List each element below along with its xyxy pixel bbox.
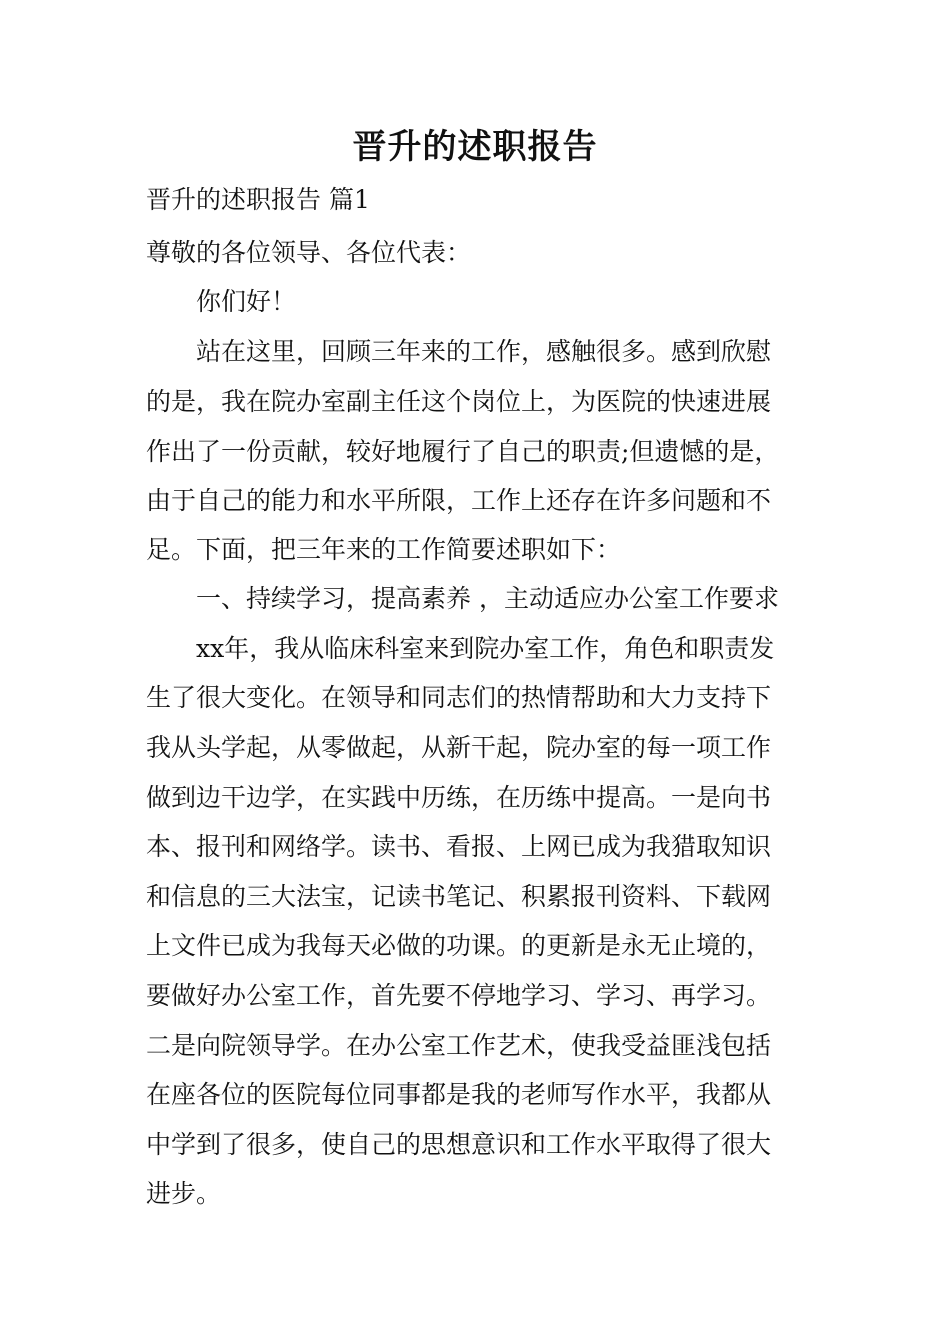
body-line: 足。下面，把三年来的工作简要述职如下： — [146, 535, 622, 564]
body-line: 上文件已成为我每天必做的功课。的更新是永无止境的， — [146, 931, 772, 960]
body-line: 要做好办公室工作，首先要不停地学习、学习、再学习。 — [146, 981, 772, 1010]
body-line: xx年，我从临床科室来到院办室工作，角色和职责发 — [196, 634, 775, 663]
body-line: 本、报刊和网络学。读书、看报、上网已成为我猎取知识 — [146, 832, 772, 861]
document-title: 晋升的述职报告 — [352, 127, 598, 167]
body-line: 和信息的三大法宝，记读书笔记、积累报刊资料、下载网 — [146, 882, 772, 911]
body-line: 作出了一份贡献，较好地履行了自己的职责;但遗憾的是， — [146, 437, 780, 466]
body-line: 在座各位的医院每位同事都是我的老师写作水平，我都从 — [146, 1080, 772, 1109]
body-line: 生了很大变化。在领导和同志们的热情帮助和大力支持下 — [146, 683, 772, 712]
document-subtitle: 晋升的述职报告 篇1 — [146, 185, 370, 214]
greeting: 你们好！ — [196, 287, 297, 316]
section-heading: 一、持续学习，提高素养 ，主动适应办公室工作要求 — [196, 584, 779, 613]
body-line: 中学到了很多，使自己的思想意识和工作水平取得了很大 — [146, 1130, 772, 1159]
body-line: 站在这里，回顾三年来的工作，感触很多。感到欣慰 — [196, 337, 772, 366]
body-line: 的是，我在院办室副主任这个岗位上，为医院的快速进展 — [146, 387, 772, 416]
body-line: 我从头学起，从零做起，从新干起，院办室的每一项工作 — [146, 733, 772, 762]
salutation: 尊敬的各位领导、各位代表： — [146, 238, 472, 267]
body-line: 做到边干边学，在实践中历练，在历练中提高。一是向书 — [146, 783, 772, 812]
body-line: 由于自己的能力和水平所限，工作上还存在许多问题和不 — [146, 486, 772, 515]
body-line: 二是向院领导学。在办公室工作艺术，使我受益匪浅包括 — [146, 1031, 772, 1060]
body-line: 进步。 — [146, 1179, 222, 1208]
